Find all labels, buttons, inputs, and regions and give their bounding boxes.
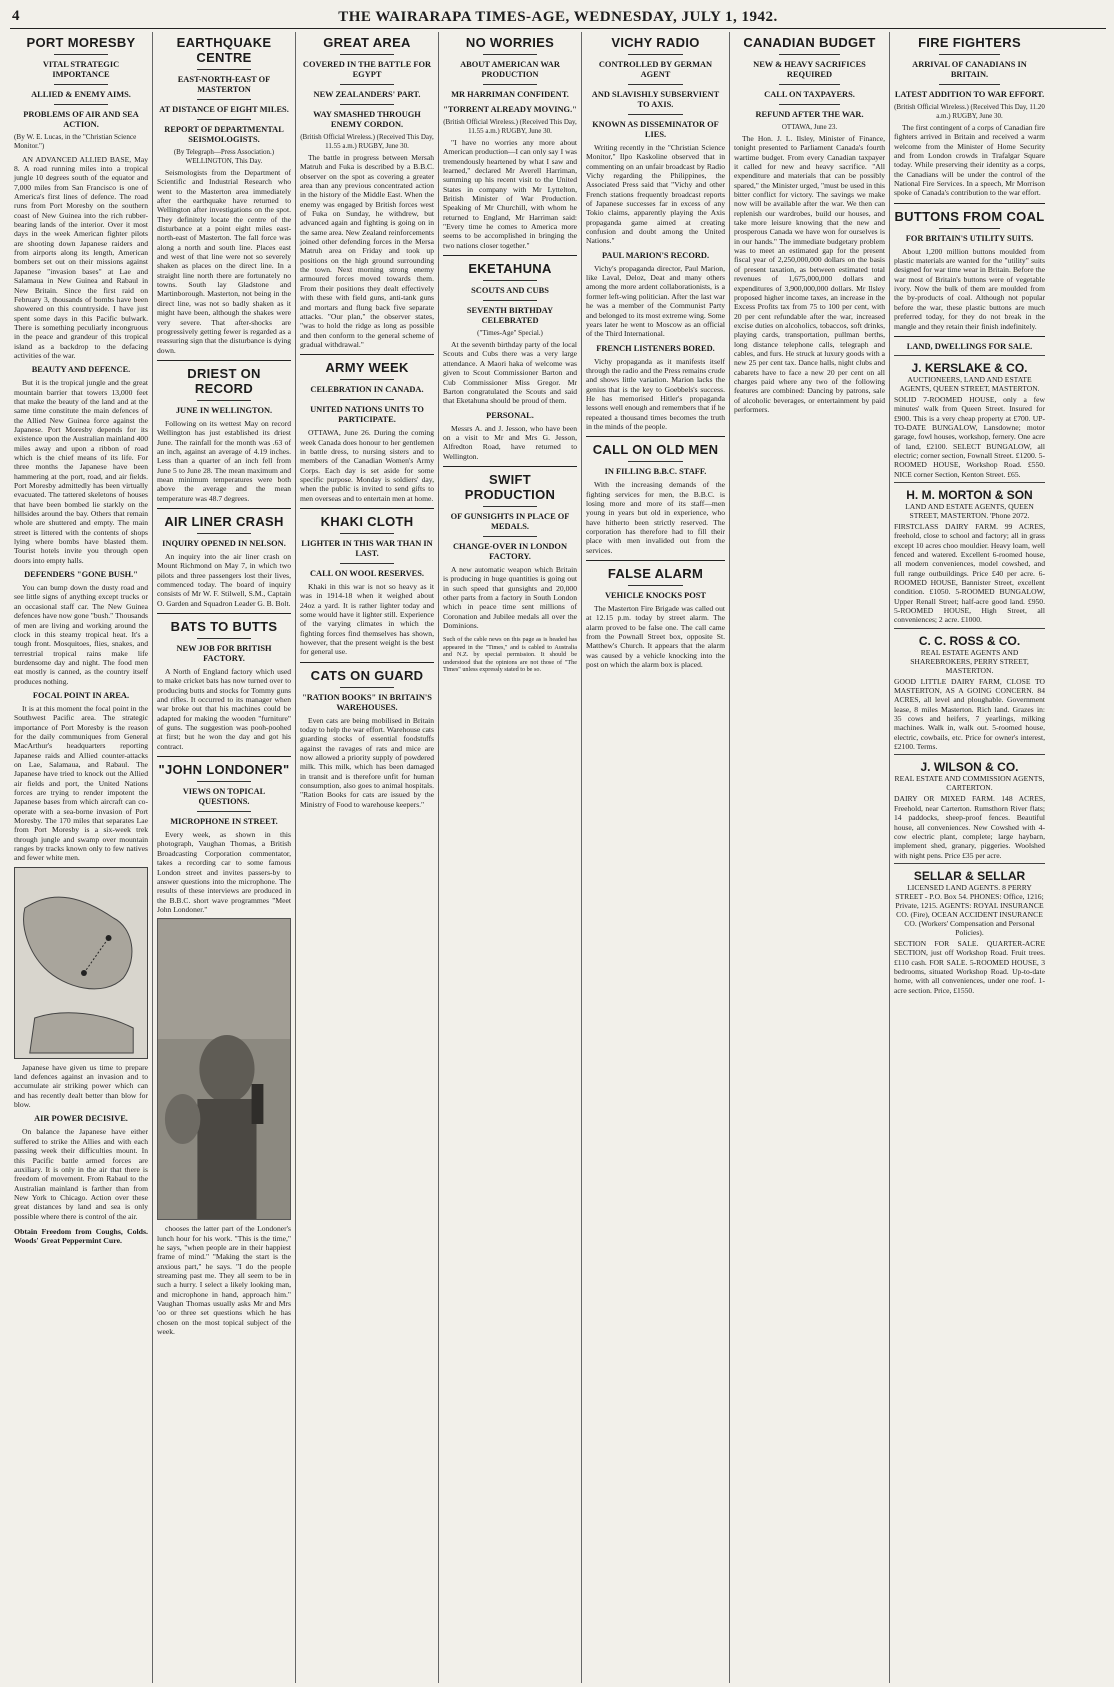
headline-great-area: GREAT AREA — [323, 35, 411, 50]
subhead: PROBLEMS OF AIR AND SEA ACTION. — [23, 110, 139, 129]
subhead: INQUIRY OPENED IN NELSON. — [162, 538, 286, 548]
ad-ross — [894, 628, 1045, 752]
column-4 — [439, 32, 582, 1683]
article-paragraph: The battle in progress between Mersah Matruh and Fuka is described by a B.B.C. observer on the spot as covering a greater area than any previous concentrated action in the history of the Middle East. When the enemy was engaged by British forces west of Fuka on Sunday, he withdrew, but advanced again and fighting is going on in the same area. New Zealand reinforcements joined other defending forces in the Mersa Matruh area on Friday and took up positions on the high ground surrounding the town. Next morning strong enemy armoured forces moved towards them. From their positions they dealt effectively with these with field guns, anti-tank guns and mortars and flung back five separate attacks. "Our plan," the observer states, "was to hold the ridge as long as possible and then conform to the general scheme of gradual withdrawal." — [300, 153, 434, 349]
cable-footnote: Such of the cable news on this page as is headed has appeared in the "Times," and is cabled to Australia and N.Z. by special permission. It should be understood that the opinions are not those of "The Times" unless expressly stated to be so. — [443, 636, 577, 674]
article-paragraph: The Hon. J. L. Ilsley, Minister of Finance, tonight presented to Parliament Canada's fourth wartime budget. From every Canadian taxpayer it called for new and heavy sacrifice. "All expenditure and materials that can be possibly spared," the Minister urged, "must be used in this bitter conflict for victory. The savings we make now will be available after the war. We then can replenish our wardrobes, build our houses, and take more leisure knowing that the new and prosperous Canada we have won for ourselves is in our hands." The immediate budgetary problem was to meet an estimated gap for the present fiscal year of 2,250,000,000 dollars on the basis of present taxation, as between estimated total revenues of 1,675,000,000 dollars and expenditures of 3,900,000,000 dollars. Mr Ilsley proposed higher income taxes, an increase in the Excess Profits tax from 75 to 100 per cent, with 20 per cent refundable after the war, increased excise duties on alcoholics, tobaccos, soft drinks, playing cards, transportation, pullman berths, long distance telephone calls, telegraph and cables, and furs. He struck at luxury goods with a new 25 per cent tax. Dance halls, night clubs and cabarets have to face a new 20 per cent on all charges paid where any two of the following features are combined: Dancing by patrons, sale of alcoholic beverages, or entertainment by paid performers. — [734, 134, 885, 414]
cough-cure-advert: Obtain Freedom from Coughs, Colds. Woods' Great Peppermint Cure. — [14, 1226, 148, 1246]
subhead: ALLIED & ENEMY AIMS. — [31, 90, 131, 99]
subhead: CALL ON TAXPAYERS. — [764, 90, 855, 99]
headline-swift-production: SWIFT PRODUCTION — [464, 471, 556, 502]
dateline: (British Official Wireless.) (Received This Day, 11.55 a.m.) RUGBY, June 30. — [300, 133, 434, 150]
dateline: (British Official Wireless.) (Received This Day, 11.55 a.m.) RUGBY, June 30. — [443, 118, 577, 135]
article-paragraph: chooses the latter part of the Londoner's lunch hour for his work. "This is the time," he says, "when people are in their happiest frame of mind." "Making the start is the anxious part," he says. "I do the people streaming past me. They all seem to be in such a hurry. I select a likely looking man, and microphone in hand, approach him." Vaughan Thomas usually asks Mr and Mrs 'oo or three set questions which he has chosen on the most topical subject of the week. — [157, 1224, 291, 1336]
headline-vichy-radio: VICHY RADIO — [611, 35, 700, 50]
subhead: SCOUTS AND CUBS — [471, 286, 549, 296]
ad-body: DAIRY OR MIXED FARM. 148 ACRES, Freehold, near Carterton. Rumsthorn River flats; 14 paddocks, sheep-proof fences. Beautiful house, all conveniences. New Cowshed with 4-cow electric plant, complete; large haybarn, implement shed, granary, piggeries. Woolshed with night pens. Price £35 per acre. — [894, 794, 1045, 860]
subhead: REPORT OF DEPARTMENTAL SEISMOLOGISTS. — [164, 125, 284, 144]
byline: (By W. E. Lucas, in the "Christian Science Monitor.") — [14, 133, 137, 151]
subhead: ABOUT AMERICAN WAR PRODUCTION — [460, 60, 560, 79]
article-paragraph: "I have no worries any more about American production—I can only say I was tremendously heartened by what I saw and learned," declared Mr Averell Harriman, summing up his recent visit to the United States in company with Mr Lyttelton, British Minister of War Production. Speaking of Mr Churchill, with whom he returned to England, Mr Harriman said: "Every time he comes to America more seems to be accomplished in bringing the two nations closer together." — [443, 138, 577, 250]
column-7 — [890, 32, 1049, 1683]
article-paragraph: Khaki in this war is not so heavy as it was in 1914-18 when it weighed about 24oz a yard. It is rather lighter today and some would have it lighter still. Experience of the varying climates in which the fighting forces find themselves has shown, however, that the present weight is the best for general use. — [300, 581, 434, 657]
headline-port-moresby: PORT MORESBY — [26, 35, 136, 50]
subhead: JUNE IN WELLINGTON. — [175, 405, 273, 415]
dateline: (British Official Wireless.) (Received This Day, 11.20 a.m.) RUGBY, June 30. — [894, 103, 1045, 120]
subhead: CONTROLLED BY GERMAN AGENT — [598, 60, 713, 79]
column-6 — [730, 32, 890, 1683]
subhead: NEW ZEALANDERS' PART. — [313, 90, 421, 99]
headline-canadian-budget: CANADIAN BUDGET — [743, 35, 876, 50]
subhead: KNOWN AS DISSEMINATOR OF LIES. — [592, 120, 719, 139]
ad-wilson — [894, 754, 1045, 859]
side-heading: DEFENDERS "GONE BUSH." — [24, 570, 138, 580]
subhead: "RATION BOOKS" IN BRITAIN'S WAREHOUSES. — [302, 692, 432, 712]
subhead: MR HARRIMAN CONFIDENT. — [451, 90, 569, 99]
ad-firm-details: LICENSED LAND AGENTS. 8 PERRY STREET - P.O. Box 54. PHONES: Office, 1216; Private, 1215. AGENTS: ROYAL INSURANCE CO. (Fire), OCEAN ACCIDENT INSURANCE CO. (Workers' Compensation and Personal Policies). — [895, 882, 1044, 937]
dateline: OTTAWA, June 23. — [781, 123, 838, 131]
headline-eketahuna: EKETAHUNA — [468, 261, 552, 277]
ad-firm-name: H. M. MORTON & SON — [906, 487, 1033, 502]
article-paragraph: On balance the Japanese have either suffered to strike the Allies and with each passing week their difficulties mount. In this Pacific battle armed forces are auxiliary. It is only in the air that there is freedom of movement. From Rabaul to the Australian mainland is farther than from New York to Chicago. Action over these great distances by land and sea is only possible where there is control of the air. — [14, 1127, 148, 1221]
masthead — [10, 6, 1106, 29]
page-number: 4 — [12, 8, 20, 24]
side-heading: FRENCH LISTENERS BORED. — [596, 343, 715, 353]
article-paragraph: With the increasing demands of the fighting services for men, the B.B.C. is losing more and more of its staff—men young in years but old in experience, who have hitherto been strictly reserved. The corporation has therefore had to fill their place with men invalided out from the services. — [586, 480, 725, 555]
subhead: OF GUNSIGHTS IN PLACE OF MEDALS. — [450, 511, 570, 531]
headline-false-alarm: FALSE ALARM — [607, 566, 704, 582]
article-paragraph: The first contingent of a corps of Canadian fire fighters arrived in Britain and received a warm welcome from the Minister of Home Security and from London crowds in Trafalgar Square today. While preserving their identity as a corps, the Canadians will be under the control of the National Fire Services. In a speech, Mr Morrison spoke of Canada's contribution to the war effort. — [894, 123, 1045, 198]
headline-driest-on-record: DRIEST ON RECORD — [187, 365, 261, 396]
map-caption: Japanese have given us time to prepare land defences against an invasion and to accumulate air striking power which can and has recently dealt better than blow for blow. — [14, 1062, 148, 1110]
map-illustration — [14, 867, 148, 1059]
side-heading: PERSONAL. — [486, 410, 534, 420]
ad-kerslake — [894, 355, 1045, 479]
article-paragraph: At the seventh birthday party of the local Scouts and Cubs there was a very large attendance. A Maori haka of welcome was given to Scout Commissioner Barton and Cub Commissioner Miss Gregor. Mr Barton congratulated the Scouts and said that Eketahuna should be proud of them. — [443, 340, 577, 406]
headline-buttons-from-coal: BUTTONS FROM COAL — [894, 208, 1045, 224]
ad-firm-details: REAL ESTATE AGENTS AND SHAREBROKERS, PERRY STREET, MASTERTON. — [910, 647, 1029, 675]
masthead-title: THE WAIRARAPA TIMES-AGE, WEDNESDAY, JULY 1, 1942. — [338, 8, 778, 25]
photo-image — [158, 919, 290, 1219]
ad-body: GOOD LITTLE DAIRY FARM, CLOSE TO MASTERTON, AS A GOING CONCERN. 84 ACRES, all level and ploughable. Government lease, 8 miles Masterton. Rich land. Grazes in: 35 cows and heifers, 7 yearlings, milking machines. Walk in, walk out. 5-roomed house, electric, cowbails, etc. Price for owner's interest, £2100. Terms. — [894, 676, 1045, 752]
subhead: AND SLAVISHLY SUBSERVIENT TO AXIS. — [591, 90, 720, 109]
subhead: FOR BRITAIN'S UTILITY SUITS. — [905, 233, 1034, 243]
subhead: CHANGE-OVER IN LONDON FACTORY. — [453, 541, 567, 561]
article-paragraph: Every week, as shown in this photograph, Vaughan Thomas, a British Broadcasting Corporation commentator, takes a recording car to some famous London street and invites passers-by to answer questions into the microphone. The results of these interviews are produced in the B.B.C. short wave programmes "Meet John Londoner." — [157, 830, 291, 914]
article-paragraph: OTTAWA, June 26. During the coming week Canada does honour to her gentlemen in battle dress, to nursing sisters and to members of the Canadian Women's Army Corps. Each day is set aside for some specific purpose. Monday is soldiers' day, when the public is invited to send gifts to men overseas and to entertain men at home. — [300, 428, 434, 503]
column-3 — [296, 32, 439, 1683]
subhead: WAY SMASHED THROUGH ENEMY CORDON. — [313, 110, 421, 129]
column-1 — [10, 32, 153, 1683]
side-heading: PAUL MARION'S RECORD. — [601, 250, 710, 260]
ad-morton — [894, 482, 1045, 625]
subhead: SEVENTH BIRTHDAY CELEBRATED — [466, 306, 554, 326]
headline-no-worries: NO WORRIES — [465, 35, 555, 50]
headline-khaki-cloth: KHAKI CLOTH — [320, 513, 414, 529]
subhead: CELEBRATION IN CANADA. — [310, 385, 424, 395]
subhead: UNITED NATIONS UNITS TO PARTICIPATE. — [310, 405, 424, 425]
subhead: AT DISTANCE OF EIGHT MILES. — [159, 105, 289, 114]
headline-fire-fighters: FIRE FIGHTERS — [918, 35, 1021, 50]
article-paragraph: Following on its wettest May on record Wellington has just established its driest June. The rainfall for the month was .63 of an inch, against an average of 4.19 inches. Less than a quarter of an inch fell from June 5 to June 28. The mean maximum and mean minimum temperatures were both above the average and the mean temperature was 48.7 degrees. — [157, 418, 291, 503]
subhead: CALL ON WOOL RESERVES. — [309, 568, 425, 578]
ad-firm-details: REAL ESTATE AND COMMISSION AGENTS, CARTERTON. — [894, 774, 1045, 793]
subhead: VIEWS ON TOPICAL QUESTIONS. — [182, 787, 266, 807]
classified-heading: LAND, DWELLINGS FOR SALE. — [906, 341, 1033, 351]
ad-firm-name: J. KERSLAKE & CO. — [911, 360, 1028, 375]
ad-body: FIRSTCLASS DAIRY FARM. 99 ACRES, freehold, close to school and factory; all in grass except 10 acres choo mouldier. Heavy loam, well fenced and watered. Excellent 6-roomed house, all modern conveniences, model cowshed, and full range outbuildings. Price £40 per acre. 6-ROOMED HOUSE, Bannister Street, excellent condition. £1050. 5-ROOMED BUNGALOW, Upper Renall Street; half-acre good land. £950. 5-ROOMED HOUSE, High Street, all conveniences; 2 acre. £1000. — [894, 521, 1045, 625]
article-paragraph: It is at this moment the focal point in the Southwest Pacific area. The strategic importance of Port Moresby is the reason for the daily communiques from General MacArthur's headquarters reporting Japanese raids and Allied counter-attacks on Lae, Salamaua, and Rabaul. The Japanese have tried to knock out the Allied air fields and port, the United Nations forces are trying to render impotent the Japanese bases from which aircraft can co-operate with a sea-borne invasion of Port Moresby. The 170 miles that separates Lae from Port Moresby is a six-week trek through jungle and swamp over mountain ranges by tracks known only to few natives and fewer white men. — [14, 703, 148, 863]
article-paragraph: You can bump down the dusty road and see little signs of anything except trucks or an occasional staff car. The New Guinea defences have now gone "bush." Thousands of men are living and working around the clock in this steamy tropical heat. It's a tough front. Mosquitoes, flies, snakes, and terrestrial tropical rains make life burdensome day and night. The food men eat mostly is canned, as the country itself produces nothing. — [14, 583, 148, 686]
article-paragraph: But it is the tropical jungle and the great mountain barrier that towers 13,000 feet that make the beauty of the land and at the same time constitute the main defences of the Allied New Guinea force against the Japanese. Port Moresby depends for its existence upon the Australian mainland 400 miles away and upon a ribbon of road which is the chief means of its life. For three months the Japanese have been hammering at the port, road, and air fields. Port Moresby admittedly has been virtually evacuated. The tattered skeletons of houses that have been bombed lie starkly on the hillsides around the bay. Others that remain whole are shuttered and empty. The main street is littered with the contents of shops lying where bombs have blasted them. Tourist hotels invite you through open doors into empty halls. — [14, 378, 148, 565]
headline-air-liner-crash: AIR LINER CRASH — [164, 513, 284, 529]
subhead: ARRIVAL OF CANADIANS IN BRITAIN. — [912, 60, 1027, 79]
subhead: LATEST ADDITION TO WAR EFFORT. — [894, 90, 1045, 99]
ad-firm-details: LAND AND ESTATE AGENTS, QUEEN STREET, MASTERTON. 'Phone 2072. — [905, 501, 1034, 520]
subhead: LIGHTER IN THIS WAR THAN IN LAST. — [301, 538, 433, 558]
article-paragraph: Vichy propaganda as it manifests itself through the radio and the Press remains crude and shows little variation. Marion lacks the genius that is the key to Goebbels's success. He has memorised Hitler's propaganda lessons well enough and remembers that if he repeated a thousand times becomes the truth in the minds of the people. — [586, 356, 725, 431]
ad-firm-name: J. WILSON & CO. — [920, 760, 1019, 775]
article-paragraph: A North of England factory which used to make cricket bats has now turned over to producing butts and stocks for Tommy guns and rifles. It occurred to its manager when war broke out that his machines could be adapted for making the wooden "furniture" of guns. The suggestion was pooh-poohed at first; but he won the day and got his contract. — [157, 667, 291, 751]
headline-cats-on-guard: CATS ON GUARD — [310, 667, 424, 683]
subhead: NEW JOB FOR BRITISH FACTORY. — [176, 644, 272, 664]
side-heading: BEAUTY AND DEFENCE. — [31, 365, 131, 375]
article-paragraph: Vichy's propaganda director, Paul Marion, like Laval, Deloz, Deat and many others among the more ardent collaborationists, is a former left-wing politician. After the last war he was a member of the Communist Party and belonged to its most extreme wing. Some years later he went to Moscow as an official of the Third International. — [586, 263, 725, 339]
subhead: IN FILLING B.B.C. STAFF. — [604, 467, 707, 477]
dateline: (By Telegraph—Press Association.) WELLINGTON, This Day. — [173, 148, 275, 165]
column-5 — [582, 32, 730, 1683]
side-heading: AIR POWER DECISIVE. — [34, 1114, 128, 1124]
article-paragraph: Seismologists from the Department of Scientific and Industrial Research who went to the Masterton area immediately after the earthquake have returned to Wellington after investigations on the spot. They definitely locate the centre of the disturbance at a point eight miles east-north-east of Masterton. The fall force was along a north and south line. Places east and west of that line were not so severely shaken as places on the direct line. In a straight line north there are fortunately no towns. South lay Gladstone and Martinborough. Masterton, not being in the direct line, was not so badly shaken as it might have been, although the shakes were very severe. That after-shocks are progressively getting fewer is regarded as a reassuring sign that the disturbance is dying down. — [157, 168, 291, 355]
map-graphic — [15, 868, 147, 1058]
side-heading: FOCAL POINT IN AREA. — [32, 690, 130, 700]
subhead: EAST-NORTH-EAST OF MASTERTON — [177, 75, 271, 94]
article-paragraph: AN ADVANCED ALLIED BASE, May 8. A road running miles into a tropical jungle 10 degrees south of the equator and 7,000 miles from San Francisco is one of America's first lines of defence. The road runs from Port Moresby on the southern coast of New Guinea into the rich rubber-bearing lands of the interior. Over it most days in the week American fighter pilots are shooting down Japanese raiders and from airports along its length, American bombers set out on their missions against Japanese "invasion bases" at Lae and Salamaua in New Guinea and Rabaul in New Britain. Since the first raid on February 3, thousands of bombs have been showered on this countryside. I have just spent some days in this Pacific bulwark. There is something peculiarly incongruous in the peace and grandeur of this tropical island as a backdrop to the defacing activities of the war. — [14, 154, 148, 360]
ad-firm-name: C. C. ROSS & CO. — [918, 633, 1021, 648]
subhead: VITAL STRATEGIC IMPORTANCE — [42, 60, 120, 79]
headline-army-week: ARMY WEEK — [325, 360, 409, 376]
ad-firm-details: AUCTIONEERS, LAND AND ESTATE AGENTS, QUEEN STREET, MASTERTON. — [899, 374, 1040, 393]
article-paragraph: About 1,200 million buttons moulded from plastic materials are wanted for the "utility" suits designed for war time wear in Britain. Before the war most of Britain's buttons were of vegetable ivory. Now the bulk of them are moulded from the by-products of coal. Although not popular before the war, these plastic buttons are much preferred today, for they do not break in the mangle and they retain their finish indefinitely. — [894, 246, 1045, 331]
headline-earthquake-centre: EARTHQUAKE CENTRE — [176, 35, 272, 65]
ad-body: SECTION FOR SALE. QUARTER-ACRE SECTION, just off Workshop Road. Fruit trees. £110 cash. FOR SALE. 5-ROOMED HOUSE, 3 bedrooms, situated Workshop Road. Up-to-date home, with all conveniences, under one roof. 1-acre section. Price, £1550. — [894, 938, 1045, 995]
ad-sellar — [894, 863, 1045, 995]
article-paragraph: The Masterton Fire Brigade was called out at 12.15 p.m. today by street alarm. The alarm proved to be false one. The call came from the Pownall Street box, opposite St. Matthew's Church. It appears that the alarm was caused by a vehicle knocking into the post on which the alarm box is placed. — [586, 604, 725, 670]
ad-firm-name: SELLAR & SELLAR — [913, 868, 1026, 883]
headline-call-on-old-men: CALL ON OLD MEN — [592, 442, 719, 458]
subhead: COVERED IN THE BATTLE FOR EGYPT — [302, 60, 432, 79]
article-paragraph: Writing recently in the "Christian Science Monitor," Ilpo Kaskoline observed that in commenting on an unfair broadcast by Radio Vichy regarding the Philippines, the Associated Press said that "Vichy and other French stations frequently broadcast reports of Japanese successes far in excess of any Tokio claims, apparently playing the Axis propaganda game aimed at creating confusion and doubt among the United Nations." — [586, 143, 725, 246]
subhead: NEW & HEAVY SACRIFICES REQUIRED — [753, 60, 866, 79]
subhead: REFUND AFTER THE WAR. — [755, 110, 864, 119]
article-paragraph: A new automatic weapon which Britain is producing in huge quantities is going out in such speed that gunsights and 20,000 other parts from a factory in South London which in peace time sent millions of Coronation and Jubilee medals all over the Dominions. — [443, 564, 577, 630]
subhead: "TORRENT ALREADY MOVING." — [443, 105, 577, 114]
headline-john-londoner: "JOHN LONDONER" — [158, 762, 290, 778]
column-2 — [153, 32, 296, 1683]
article-paragraph: Messrs A. and J. Jesson, who have been on a visit to Mr and Mrs G. Jesson, Alfredton Road, have returned to Wellington. — [443, 423, 577, 461]
news-photograph — [157, 918, 291, 1220]
article-paragraph: An inquiry into the air liner crash on Mount Richmond on May 7, in which two pilots and three passengers lost their lives, commenced today. The board of inquiry consists of Mr W. F. Stilwell, S.M., Captain O. Garden and Squadron Leader G. B. Bolt. — [157, 551, 291, 608]
headline-bats-to-butts: BATS TO BUTTS — [170, 619, 278, 635]
article-paragraph: Even cats are being mobilised in Britain today to help the war effort. Warehouse cats guarding stocks of essential foodstuffs against the ravages of rats and mice are now allowed a priority supply of powdered milk. This milk, which has been damaged in transit and is therefore unfit for human consumption, also goes to animal hospitals. "Ration Books for cats are issued by the Ministry of Food to warehouse keepers." — [300, 715, 434, 809]
columns — [10, 32, 1106, 1683]
subhead: MICROPHONE IN STREET. — [170, 817, 278, 827]
ad-body: SOLID 7-ROOMED HOUSE, only a few minutes' walk from Queen Street. Insured for £900. This is a very cheap property at £700. UP-TO-DATE BUNGALOW, Lansdowne; motor garage, fowl houses, workshop, fernery. One acre of land, £2100. SELECT BUNGALOW, all electric; corner section, Fownall Street. £1200. 5-ROOMED HOUSE, Workshop Road. £550. NICE corner Section, Kenton Street. £65. — [894, 394, 1045, 479]
subhead: VEHICLE KNOCKS POST — [605, 591, 706, 601]
dateline: ("Times-Age" Special.) — [477, 329, 543, 338]
